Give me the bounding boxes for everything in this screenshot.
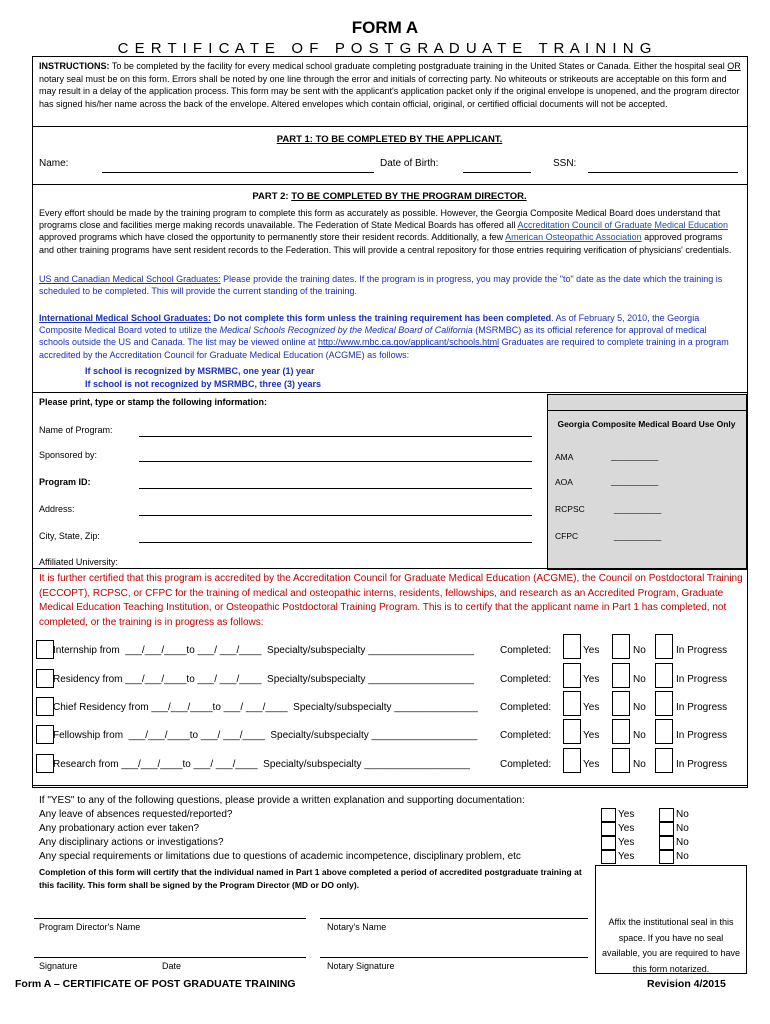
research-row-text: Research from ___/___/____to ___/ ___/____ Specialty/subspecialty ___________________ bbox=[53, 759, 470, 770]
address-field[interactable] bbox=[139, 515, 532, 516]
fellowship-no-label: No bbox=[633, 730, 646, 741]
question-special-requirements: Any special requirements or limitations due to questions of academic incompetence, disciplinary problem, etc bbox=[39, 851, 521, 862]
instructions bbox=[39, 60, 743, 110]
divider bbox=[32, 392, 747, 393]
research-in-progress-label: In Progress bbox=[676, 759, 728, 770]
chief-residency-no-checkbox[interactable] bbox=[612, 691, 630, 716]
footer-form-name: Form A – CERTIFICATE OF POST GRADUATE TRAINING bbox=[15, 978, 296, 990]
question-3-no-checkbox[interactable] bbox=[659, 836, 674, 850]
divider bbox=[32, 568, 747, 569]
residency-yes-label: Yes bbox=[583, 674, 600, 685]
certification-text: It is further certified that this program is accredited by the Accreditation Council for Graduate Medical Education (ACGME), the Council on Postdoctoral Training (ECCOPT), RCPSC, or CFPC for the training of medical and osteopathic interns, residents, fellowships, and research as an Accredited Program, Graduate Medical Education Teaching Institution, or Osteopathic Postdoctoral Training Program. This is to certify that the applicant name in Part 1 has completed, not completed, or the training is in progress as follows: bbox=[39, 573, 743, 628]
chief-residency-yes-label: Yes bbox=[583, 702, 600, 713]
international-text-1: . As of February 5, 2010, the Georgia Composite Medical Board voted to utilize the bbox=[39, 313, 700, 336]
msrmbc-title: Medical Schools Recognized by the Medical Board of California bbox=[219, 325, 473, 336]
notary-name-field[interactable] bbox=[320, 918, 588, 919]
us-canadian-paragraph bbox=[39, 273, 739, 297]
research-checkbox[interactable] bbox=[36, 754, 54, 773]
cfpc-blank[interactable]: __________ bbox=[614, 531, 662, 541]
ssn-field[interactable] bbox=[588, 172, 738, 173]
aoa-link[interactable]: American Osteopathic Association bbox=[505, 232, 642, 243]
instructions-text-2: notary seal must be on this form. Errors shall be noted by one line through the error and initials of correcting party. No whiteouts or strikeouts are acceptable on this form and may result in a delay of the application process. This form may be sent with the applicant's application packet only if the original envelope is unopened, and the program director has signed his/her name across the back of the envelope. Altered envelopes which contain official, original, or certified official documents will not be accepted. bbox=[39, 73, 740, 109]
question-2-no-checkbox[interactable] bbox=[659, 822, 674, 836]
fellowship-yes-checkbox[interactable] bbox=[563, 719, 581, 744]
footer-revision: Revision 4/2015 bbox=[647, 978, 726, 990]
fellowship-yes-label: Yes bbox=[583, 730, 600, 741]
board-divider bbox=[547, 410, 746, 411]
part2-text-b: approved programs which have closed the opportunity to permanently store their resident records. Additionally, a few bbox=[39, 232, 506, 243]
director-name-field[interactable] bbox=[34, 918, 306, 919]
chief-residency-row-text: Chief Residency from ___/___/____to ___/ ___/____ Specialty/subspecialty _______________ bbox=[53, 702, 478, 713]
instructions-label: INSTRUCTIONS: bbox=[39, 61, 110, 71]
fellowship-in-progress-label: In Progress bbox=[676, 730, 728, 741]
internship-yes-label: Yes bbox=[583, 645, 600, 656]
part2-heading-text: TO BE COMPLETED BY THE PROGRAM DIRECTOR. bbox=[291, 191, 527, 202]
ama-blank[interactable]: __________ bbox=[611, 451, 659, 461]
chief-residency-no-label: No bbox=[633, 702, 646, 713]
chief-residency-yes-checkbox[interactable] bbox=[563, 691, 581, 716]
notary-name-label: Notary's Name bbox=[327, 922, 387, 932]
fellowship-row-text: Fellowship from ___/___/____to ___/ ___/____ Specialty/subspecialty ___________________ bbox=[53, 730, 478, 741]
completion-text: Completion of this form will certify that the individual named in Part 1 above completed a period of accredited postgraduate training at this facility. This form shall be signed by the Program Director (MD or DO only). bbox=[39, 867, 582, 890]
internship-completed-label: Completed: bbox=[500, 645, 552, 656]
part2-heading-prefix: PART 2: bbox=[252, 191, 292, 202]
program-name-label: Name of Program: bbox=[39, 425, 113, 435]
name-label: Name: bbox=[39, 158, 69, 169]
part2-paragraph bbox=[39, 207, 739, 256]
program-name-field[interactable] bbox=[139, 436, 532, 437]
international-label: International Medical School Graduates: bbox=[39, 313, 212, 323]
residency-no-checkbox[interactable] bbox=[612, 663, 630, 688]
ama-label: AMA bbox=[555, 452, 574, 462]
part2-heading bbox=[32, 191, 747, 202]
chief-residency-checkbox[interactable] bbox=[36, 697, 54, 716]
part1-heading: PART 1: TO BE COMPLETED BY THE APPLICANT. bbox=[276, 134, 503, 145]
acgme-link[interactable]: Accreditation Council of Graduate Medical Education bbox=[517, 220, 729, 231]
questions-intro: If "YES" to any of the following questions, please provide a written explanation and supporting documentation: bbox=[39, 795, 525, 806]
divider bbox=[32, 785, 747, 786]
date-label: Date bbox=[162, 961, 182, 971]
notary-signature-field[interactable] bbox=[320, 957, 588, 958]
internship-no-label: No bbox=[633, 645, 646, 656]
form-label: FORM A bbox=[351, 18, 419, 37]
city-state-zip-field[interactable] bbox=[139, 542, 532, 543]
affiliated-university-label: Affiliated University: bbox=[39, 557, 118, 567]
address-label: Address: bbox=[39, 504, 75, 514]
instructions-text-1: To be completed by the facility for every medical school graduate completing postgraduate training in the United States or Canada. Either the hospital seal bbox=[109, 61, 728, 71]
name-field[interactable] bbox=[102, 172, 374, 173]
question-1-no-checkbox[interactable] bbox=[659, 808, 674, 822]
research-yes-label: Yes bbox=[583, 759, 600, 770]
rule-recognized: If school is recognized by MSRMBC, one year (1) year bbox=[85, 366, 315, 376]
notary-signature-label: Notary Signature bbox=[327, 961, 395, 971]
internship-yes-checkbox[interactable] bbox=[563, 634, 581, 659]
internship-checkbox[interactable] bbox=[36, 640, 54, 659]
international-text-3: Graduates are required to complete training in a program accredited by the Accreditation Council for Graduate Medical Education (ACGME) as follows: bbox=[39, 337, 729, 360]
chief-residency-completed-label: Completed: bbox=[500, 702, 552, 713]
residency-row-text: Residency from ___/___/____to ___/ ___/____ Specialty/subspecialty ___________________ bbox=[53, 674, 474, 685]
question-2-yes-label: Yes bbox=[618, 823, 635, 834]
seal-text: Affix the institutional seal in this space. If you have no seal available, you are required to have this form notarized. bbox=[601, 917, 741, 974]
international-paragraph bbox=[39, 312, 739, 361]
internship-no-checkbox[interactable] bbox=[612, 634, 630, 659]
part2-text-c: approved programs and other training programs have sent resident records to the Federation. This will provide a central repository for those entries requiring verification of physicians' credentials. bbox=[39, 232, 732, 255]
dob-label: Date of Birth: bbox=[380, 158, 439, 169]
fellowship-checkbox[interactable] bbox=[36, 725, 54, 744]
question-4-yes-label: Yes bbox=[618, 851, 635, 862]
question-2-yes-checkbox[interactable] bbox=[601, 822, 616, 836]
mbc-url-link[interactable]: http://www.mbc.ca.gov/applicant/schools.html bbox=[318, 337, 500, 348]
question-3-no-label: No bbox=[676, 837, 689, 848]
fellowship-no-checkbox[interactable] bbox=[612, 719, 630, 744]
question-4-no-checkbox[interactable] bbox=[659, 850, 674, 864]
city-state-zip-label: City, State, Zip: bbox=[39, 531, 100, 541]
question-leave: Any leave of absences requested/reported? bbox=[39, 809, 233, 820]
research-yes-checkbox[interactable] bbox=[563, 748, 581, 773]
program-id-field[interactable] bbox=[139, 488, 532, 489]
fellowship-in-progress-checkbox[interactable] bbox=[655, 719, 673, 744]
residency-yes-checkbox[interactable] bbox=[563, 663, 581, 688]
part2-text-a: Every effort should be made by the training program to complete this form as accurately as possible. However, the Georgia Composite Medical Board does understand that programs close and facilities merge making records unavailable. The Federation of State Medical Boards has offered all bbox=[39, 208, 721, 231]
internship-in-progress-checkbox[interactable] bbox=[655, 634, 673, 659]
form-title: C E R T I F I C A T E O F P O S T G R A D U A T E T R A I N I N G bbox=[117, 40, 653, 57]
chief-residency-in-progress-checkbox[interactable] bbox=[655, 691, 673, 716]
signature-field[interactable] bbox=[34, 957, 306, 958]
dob-field[interactable] bbox=[463, 172, 531, 173]
rcpsc-label: RCPSC bbox=[555, 504, 585, 514]
divider bbox=[32, 184, 747, 185]
us-canadian-text: Please provide the training dates. If the program is in progress, you may provide the "to" date as the date which the training is scheduled to be completed. This will provide the current standing of the training. bbox=[39, 274, 723, 297]
rcpsc-blank[interactable]: __________ bbox=[614, 504, 662, 514]
chief-residency-in-progress-label: In Progress bbox=[676, 702, 728, 713]
sponsored-by-field[interactable] bbox=[139, 461, 532, 462]
residency-in-progress-label: In Progress bbox=[676, 674, 728, 685]
research-in-progress-checkbox[interactable] bbox=[655, 748, 673, 773]
us-canadian-label: US and Canadian Medical School Graduates: bbox=[39, 274, 221, 284]
program-id-label: Program ID: bbox=[39, 477, 91, 487]
residency-checkbox[interactable] bbox=[36, 669, 54, 688]
cfpc-label: CFPC bbox=[555, 531, 579, 541]
international-bold: Do not complete this form unless the training requirement has been completed bbox=[211, 313, 552, 323]
question-2-no-label: No bbox=[676, 823, 689, 834]
signature-label: Signature bbox=[39, 961, 78, 971]
internship-in-progress-label: In Progress bbox=[676, 645, 728, 656]
instructions-or: OR bbox=[727, 61, 741, 71]
research-no-label: No bbox=[633, 759, 646, 770]
research-completed-label: Completed: bbox=[500, 759, 552, 770]
international-text-2: (MSRMBC) as its official reference for approval of medical schools outside the US and Canada. The list may be viewed online at bbox=[39, 325, 707, 348]
question-probation: Any probationary action ever taken? bbox=[39, 823, 200, 834]
info-heading: Please print, type or stamp the following information: bbox=[39, 397, 268, 407]
question-4-no-label: No bbox=[676, 851, 689, 862]
residency-no-label: No bbox=[633, 674, 646, 685]
aoa-blank[interactable]: __________ bbox=[611, 476, 659, 486]
question-1-yes-checkbox[interactable] bbox=[601, 808, 616, 822]
ssn-label: SSN: bbox=[553, 158, 577, 169]
fellowship-completed-label: Completed: bbox=[500, 730, 552, 741]
board-use-title: Georgia Composite Medical Board Use Only bbox=[557, 419, 736, 429]
question-3-yes-label: Yes bbox=[618, 837, 635, 848]
question-3-yes-checkbox[interactable] bbox=[601, 836, 616, 850]
director-name-label: Program Director's Name bbox=[39, 922, 141, 932]
residency-in-progress-checkbox[interactable] bbox=[655, 663, 673, 688]
internship-row-text: Internship from ___/___/____to ___/ ___/____ Specialty/subspecialty ___________________ bbox=[53, 645, 474, 656]
research-no-checkbox[interactable] bbox=[612, 748, 630, 773]
question-4-yes-checkbox[interactable] bbox=[601, 850, 616, 864]
divider bbox=[32, 126, 747, 127]
question-1-yes-label: Yes bbox=[618, 809, 635, 820]
sponsored-by-label: Sponsored by: bbox=[39, 450, 98, 460]
residency-completed-label: Completed: bbox=[500, 674, 552, 685]
question-1-no-label: No bbox=[676, 809, 689, 820]
question-disciplinary: Any disciplinary actions or investigations? bbox=[39, 837, 224, 848]
aoa-label: AOA bbox=[555, 477, 573, 487]
rule-not-recognized: If school is not recognized by MSRMBC, three (3) years bbox=[85, 379, 322, 389]
